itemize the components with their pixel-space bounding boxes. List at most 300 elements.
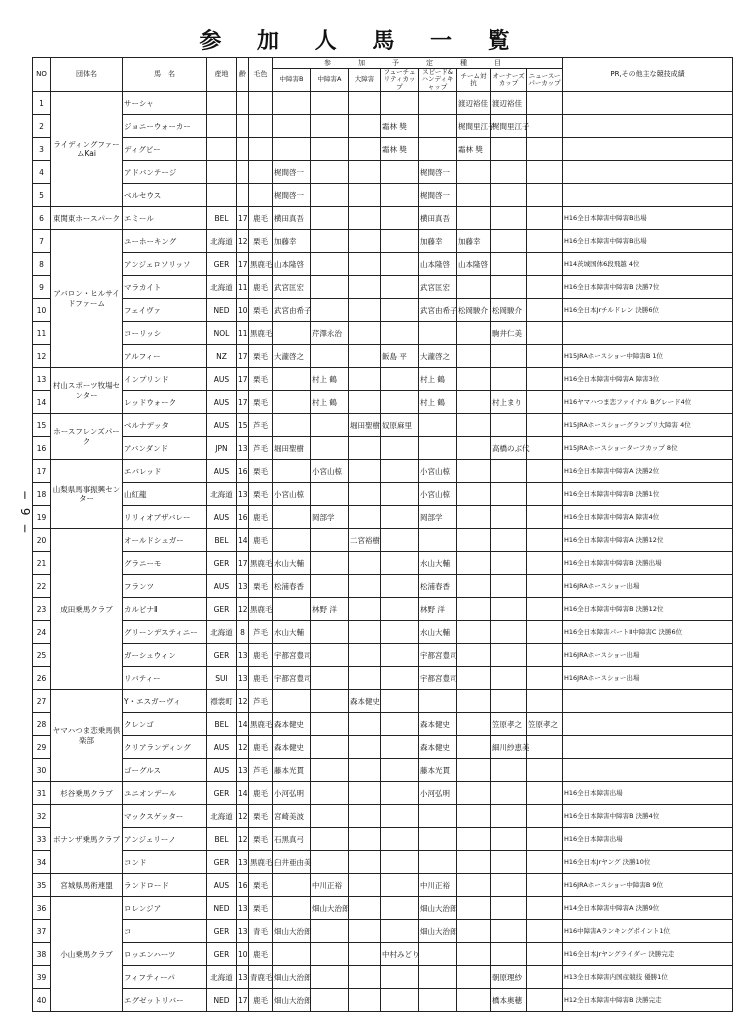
event-rider: 橋本奥穂 [491,989,527,1012]
row-number: 31 [33,782,51,805]
table-row [33,230,733,253]
horse-name: オールドシュガー [123,529,207,552]
row-number: 6 [33,207,51,230]
horse-age: 13 [237,966,249,989]
event-rider [311,414,349,437]
event-rider [273,874,311,897]
event-rider [527,782,563,805]
event-rider: 松浦春香 [419,575,457,598]
event-rider [457,391,491,414]
event-rider [311,184,349,207]
event-rider: 宇都宮豊司 [419,667,457,690]
event-rider: 岡部学 [311,506,349,529]
horse-color: 鹿毛 [249,782,273,805]
event-rider [381,483,419,506]
horse-name: リリィオブザバレー [123,506,207,529]
event-rider [491,161,527,184]
event-rider [311,575,349,598]
header-no: NO [33,58,51,92]
pr-result: H16全日本障害中障害A 決勝12位 [563,529,733,552]
event-rider: 細川紗恵美 [491,736,527,759]
table-row [33,92,733,115]
table-row [33,322,733,345]
event-rider [311,966,349,989]
event-rider [527,207,563,230]
event-rider [457,989,491,1012]
table-row [33,759,733,782]
event-rider [349,345,381,368]
event-rider: 宇都宮豊司 [419,644,457,667]
event-rider [311,92,349,115]
event-rider [381,759,419,782]
event-rider [491,667,527,690]
event-rider [457,805,491,828]
event-rider: 加藤幸 [419,230,457,253]
horse-age: 13 [237,437,249,460]
event-rider: 二宮裕樹 [349,529,381,552]
event-rider [491,460,527,483]
horse-name: ランドロード [123,874,207,897]
event-rider [457,184,491,207]
row-number: 16 [33,437,51,460]
event-rider: 小宮山椋 [273,483,311,506]
event-rider [349,736,381,759]
event-rider: 朝原理紗 [491,966,527,989]
row-number: 7 [33,230,51,253]
horse-origin: BEL [207,713,237,736]
horse-name: ベルナデッタ [123,414,207,437]
event-rider [349,920,381,943]
event-rider [491,368,527,391]
horse-origin [207,92,237,115]
horse-age: 12 [237,828,249,851]
event-rider [527,391,563,414]
horse-name: アバンダンド [123,437,207,460]
row-number: 37 [33,920,51,943]
horse-color [249,92,273,115]
event-rider [349,460,381,483]
event-rider: 堀田聖樹 [273,437,311,460]
pr-result: H16全日本障害中障害B 決勝12位 [563,598,733,621]
event-rider [527,437,563,460]
event-rider [311,713,349,736]
event-rider [273,598,311,621]
event-rider: 高橋のぶ代 [491,437,527,460]
header-horse: 馬 名 [123,58,207,92]
event-rider [527,874,563,897]
event-rider [311,138,349,161]
event-rider: 渡辺裕佳 [491,92,527,115]
event-rider [349,805,381,828]
event-rider: 笠原孝之 [527,713,563,736]
horse-name: コンド [123,851,207,874]
event-rider: 森本健史 [273,736,311,759]
horse-color: 黒鹿毛 [249,552,273,575]
event-rider [457,966,491,989]
event-rider [527,943,563,966]
event-rider: 宮崎美波 [273,805,311,828]
event-rider [349,184,381,207]
row-number: 11 [33,322,51,345]
horse-origin: 北海道 [207,621,237,644]
table-row [33,368,733,391]
table-row [33,483,733,506]
event-rider [457,897,491,920]
event-rider [419,828,457,851]
event-rider [381,161,419,184]
table-row [33,736,733,759]
horse-name: ロレンジア [123,897,207,920]
event-rider [349,989,381,1012]
horse-color: 鹿毛 [249,943,273,966]
pr-result [563,115,733,138]
horse-color: 鹿毛 [249,989,273,1012]
table-row [33,253,733,276]
horse-origin: 北海道 [207,230,237,253]
pr-result [563,736,733,759]
event-rider: 中川正裕 [419,874,457,897]
horse-color: 鹿毛 [249,207,273,230]
event-rider [381,713,419,736]
table-row [33,552,733,575]
event-rider [527,920,563,943]
horse-color: 栗毛 [249,230,273,253]
horse-age: 11 [237,276,249,299]
table-row [33,989,733,1012]
event-rider: 渡辺裕佳 [457,92,491,115]
horse-color: 栗毛 [249,345,273,368]
event-rider [527,851,563,874]
event-rider: 霜林 獎 [457,138,491,161]
event-rider: 村上 鶴 [311,368,349,391]
horse-age: 11 [237,322,249,345]
horse-age: 16 [237,874,249,897]
event-rider [527,805,563,828]
event-rider: 武宮由希子 [419,299,457,322]
horse-color: 栗毛 [249,368,273,391]
event-rider [457,713,491,736]
event-rider [311,230,349,253]
event-rider [527,506,563,529]
event-rider [527,897,563,920]
row-number: 32 [33,805,51,828]
event-rider [349,368,381,391]
horse-color [249,115,273,138]
horse-name: エミール [123,207,207,230]
table-row [33,138,733,161]
horse-color: 芦毛 [249,437,273,460]
event-rider [527,322,563,345]
header-event: ニュースーパーカップ [527,69,563,92]
event-rider [491,414,527,437]
event-rider [381,92,419,115]
pr-result [563,138,733,161]
event-rider [381,207,419,230]
horse-color: 栗毛 [249,299,273,322]
horse-age [237,184,249,207]
event-rider [457,943,491,966]
event-rider [349,92,381,115]
event-rider: 畑山大治郎 [273,989,311,1012]
event-rider: 霜林 獎 [381,138,419,161]
horse-origin: NOL [207,322,237,345]
event-rider: 飯島 平 [381,345,419,368]
horse-name: レッドウォーク [123,391,207,414]
event-rider: 森本健史 [349,690,381,713]
pr-result: H16全日本障害中障害A 障害3位 [563,368,733,391]
event-rider [491,506,527,529]
row-number: 8 [33,253,51,276]
horse-origin: GER [207,920,237,943]
event-rider [349,552,381,575]
event-rider: 水山大輔 [273,552,311,575]
event-rider [527,575,563,598]
pr-result: H16全日本障害中障害B 決勝4位 [563,805,733,828]
event-rider: 藤本光貫 [419,759,457,782]
event-rider [311,437,349,460]
horse-color: 黒鹿毛 [249,322,273,345]
header-events-group: 参 加 予 定 種 目 [273,58,563,69]
event-rider [491,483,527,506]
event-rider [491,690,527,713]
horse-name: サーシャ [123,92,207,115]
event-rider [273,391,311,414]
horse-name: グリーンデスティニー [123,621,207,644]
event-rider [381,230,419,253]
row-number: 39 [33,966,51,989]
event-rider [381,322,419,345]
event-rider [457,920,491,943]
event-rider [381,253,419,276]
horse-origin: GER [207,851,237,874]
event-rider [491,575,527,598]
event-rider: 畑山大治郎 [419,897,457,920]
event-rider [491,897,527,920]
header-event: 中障害A [311,69,349,92]
pr-result: H15JRAホースショー中障害B 1位 [563,345,733,368]
event-rider [527,966,563,989]
horse-origin: NZ [207,345,237,368]
event-rider [527,276,563,299]
table-row [33,299,733,322]
event-rider: 横田真吾 [273,207,311,230]
event-rider [457,690,491,713]
event-rider [527,529,563,552]
pr-result: H15JRAホースショーターフカップ 8位 [563,437,733,460]
group-name: ホースフレンズパーク [51,414,123,460]
event-rider [527,736,563,759]
event-rider: 林野 洋 [419,598,457,621]
row-number: 10 [33,299,51,322]
event-rider [491,207,527,230]
horse-age: 17 [237,207,249,230]
horse-origin: AUS [207,759,237,782]
table-row [33,161,733,184]
event-rider [311,552,349,575]
horse-name: 山紅龍 [123,483,207,506]
horse-age: 16 [237,506,249,529]
event-rider [457,322,491,345]
event-rider [381,920,419,943]
group-name: アバロン・ヒルサイドファーム [51,230,123,368]
horse-origin [207,138,237,161]
event-rider [491,920,527,943]
horse-origin: NED [207,897,237,920]
horse-origin: AUS [207,736,237,759]
event-rider [457,207,491,230]
event-rider [491,345,527,368]
event-rider [381,966,419,989]
event-rider [273,322,311,345]
pr-result: H16中障害Aランキングポイント1位 [563,920,733,943]
event-rider [311,345,349,368]
event-rider [349,253,381,276]
pr-result [563,690,733,713]
horse-color [249,161,273,184]
horse-origin [207,161,237,184]
event-rider [349,230,381,253]
horse-name: コーリッシ [123,322,207,345]
row-number: 5 [33,184,51,207]
event-rider: 小宮山椋 [419,460,457,483]
horse-name: グラニーモ [123,552,207,575]
event-rider [311,782,349,805]
event-rider [381,782,419,805]
event-rider [419,989,457,1012]
horse-age: 14 [237,713,249,736]
event-rider [419,92,457,115]
horse-age: 13 [237,483,249,506]
horse-age: 17 [237,368,249,391]
horse-age: 8 [237,621,249,644]
event-rider [457,736,491,759]
event-rider: 加藤幸 [457,230,491,253]
header-event: フューチュリティカップ [381,69,419,92]
pr-result: H16全日本障害中障害B出場 [563,207,733,230]
pr-result: H16ヤマハつま恋ファイナル Bグレード4位 [563,391,733,414]
table-row [33,437,733,460]
event-rider: 松岡駿介 [457,299,491,322]
event-rider [349,391,381,414]
pr-result: H16全日本Jrチルドレン 決勝6位 [563,299,733,322]
horse-name: クレンゴ [123,713,207,736]
event-rider: 笠原孝之 [491,713,527,736]
event-rider [273,506,311,529]
pr-result [563,713,733,736]
event-rider [349,575,381,598]
header-group: 団体名 [51,58,123,92]
event-rider [381,736,419,759]
pr-result: H16全日本障害中障害A 障害4位 [563,506,733,529]
event-rider: 森本健史 [273,713,311,736]
event-rider [527,759,563,782]
event-rider [311,207,349,230]
event-rider [273,529,311,552]
group-name: 山梨県馬事振興センター [51,460,123,529]
horse-color: 栗毛 [249,575,273,598]
table-row [33,920,733,943]
event-rider: 森本健史 [419,736,457,759]
horse-color: 芦毛 [249,621,273,644]
event-rider: 宇都宮豊司 [273,667,311,690]
group-name: 宮城県馬術連盟 [51,874,123,897]
horse-origin: SUI [207,667,237,690]
horse-age [237,138,249,161]
header-event: オーナーズカップ [491,69,527,92]
row-number: 22 [33,575,51,598]
event-rider [527,230,563,253]
pr-result: H16JRAホースショー出場 [563,667,733,690]
table-row [33,115,733,138]
event-rider: 村上 鶴 [419,391,457,414]
event-rider [491,253,527,276]
horse-name: フランツ [123,575,207,598]
event-rider [457,414,491,437]
event-rider [311,529,349,552]
event-rider [457,368,491,391]
pr-result: H16全日本障害中障害B 決勝7位 [563,276,733,299]
header-age: 齢 [237,58,249,92]
horse-color: 栗毛 [249,828,273,851]
event-rider [527,184,563,207]
event-rider [457,161,491,184]
horse-color: 鹿毛 [249,644,273,667]
row-number: 9 [33,276,51,299]
event-rider [349,322,381,345]
event-rider [381,598,419,621]
event-rider: 水山大輔 [419,621,457,644]
horse-name: アルフィー [123,345,207,368]
event-rider [491,138,527,161]
row-number: 19 [33,506,51,529]
horse-age: 10 [237,943,249,966]
event-rider [349,115,381,138]
event-rider [273,943,311,966]
row-number: 35 [33,874,51,897]
table-row [33,184,733,207]
horse-name: フィフティーパ [123,966,207,989]
horse-color: 栗毛 [249,805,273,828]
horse-color: 芦毛 [249,414,273,437]
row-number: 12 [33,345,51,368]
event-rider [419,966,457,989]
event-rider [381,184,419,207]
horse-color: 黒鹿毛 [249,851,273,874]
horse-color [249,184,273,207]
event-rider [311,161,349,184]
page-number: − 9 − [18,490,32,536]
event-rider [527,483,563,506]
pr-result: H14全日本障害中障害A 決勝9位 [563,897,733,920]
event-rider [419,322,457,345]
table-row [33,506,733,529]
event-rider [311,299,349,322]
row-number: 21 [33,552,51,575]
event-rider [349,299,381,322]
event-rider [491,276,527,299]
event-rider [381,690,419,713]
event-rider [349,667,381,690]
event-rider [311,736,349,759]
horse-origin: GER [207,253,237,276]
event-rider [527,138,563,161]
horse-origin [207,115,237,138]
event-rider [381,529,419,552]
header-origin: 産地 [207,58,237,92]
horse-age: 12 [237,230,249,253]
row-number: 1 [33,92,51,115]
row-number: 28 [33,713,51,736]
